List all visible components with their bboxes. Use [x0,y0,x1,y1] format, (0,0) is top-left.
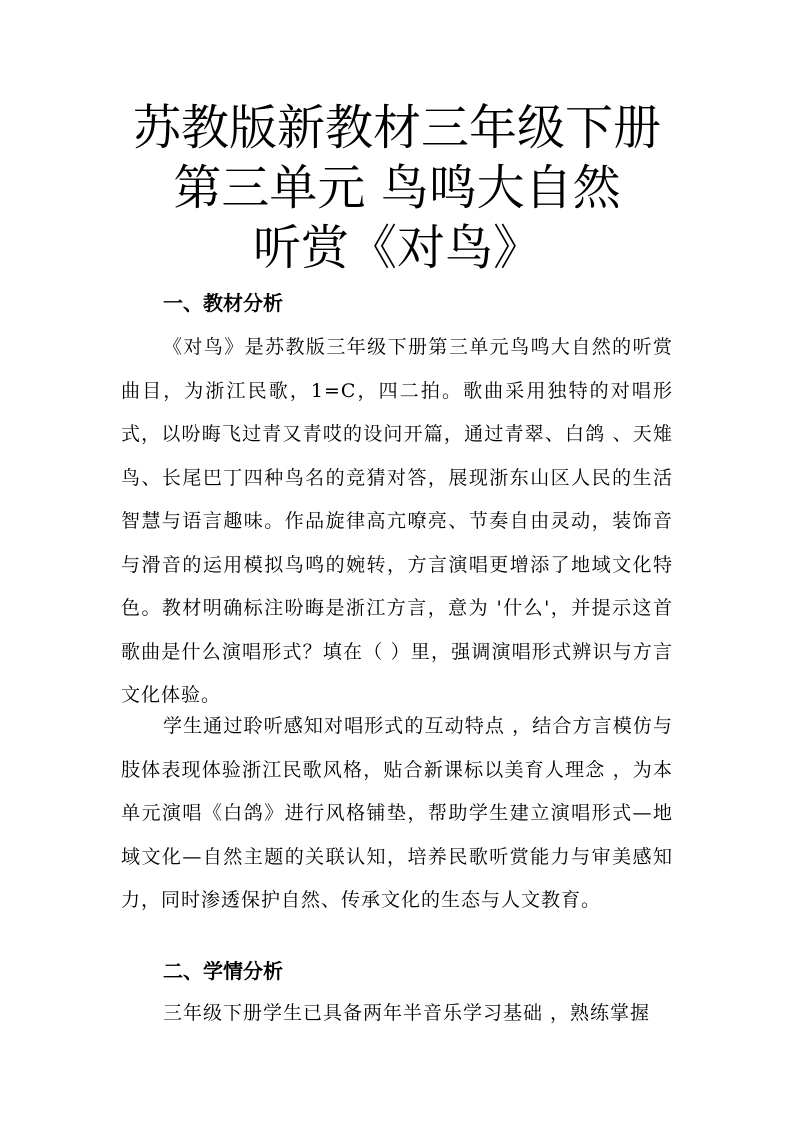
document-title [0,98,794,278]
title-line-1: 苏教版新教材三年级下册 [132,100,661,156]
section-heading-textbook-analysis: 一、教材分析 [163,291,283,315]
title-line-2: 第三单元 鸟鸣大自然 [173,160,621,216]
paragraph-textbook-analysis-1: 《对鸟》是苏教版三年级下册第三单元鸟鸣大自然的听赏曲目，为浙江民歌，1=C，四二拍。歌曲采用独特的对唱形式，以吩晦飞过青又青哎的设问开篇，通过青翠、白鸽 、天雉鸟、长尾巴丁四种鸟名的竞猜对答，展现浙东山区人民的生活智慧与语言趣味。作品旋律高亢嘹亮、节奏自由灵动，装饰音与滑音的运用模拟鸟鸣的婉转，方言演唱更增添了地域文化特色。教材明确标注吩晦是浙江方言，意为 '什么'，并提示这首歌曲是什么演唱形式？填在（ ）里，强调演唱形式辨识与方言文化体验。 [121,336,673,706]
section-heading-learner-analysis: 二、学情分析 [163,959,283,983]
paragraph-learner-analysis-1: 三年级下册学生已具备两年半音乐学习基础 ，熟练掌握 [163,1002,651,1024]
title-line-3: 听赏《对鸟》 [252,220,541,276]
paragraph-textbook-analysis-2: 学生通过聆听感知对唱形式的互动特点 ，结合方言模仿与肢体表现体验浙江民歌风格，贴合新课标以美育人理念 ，为本单元演唱《白鸽》进行风格铺垫，帮助学生建立演唱形式—地域文化—自然主题的关联认知，培养民歌听赏能力与审美感知力，同时渗透保护自然、传承文化的生态与人文教育。 [121,715,673,911]
